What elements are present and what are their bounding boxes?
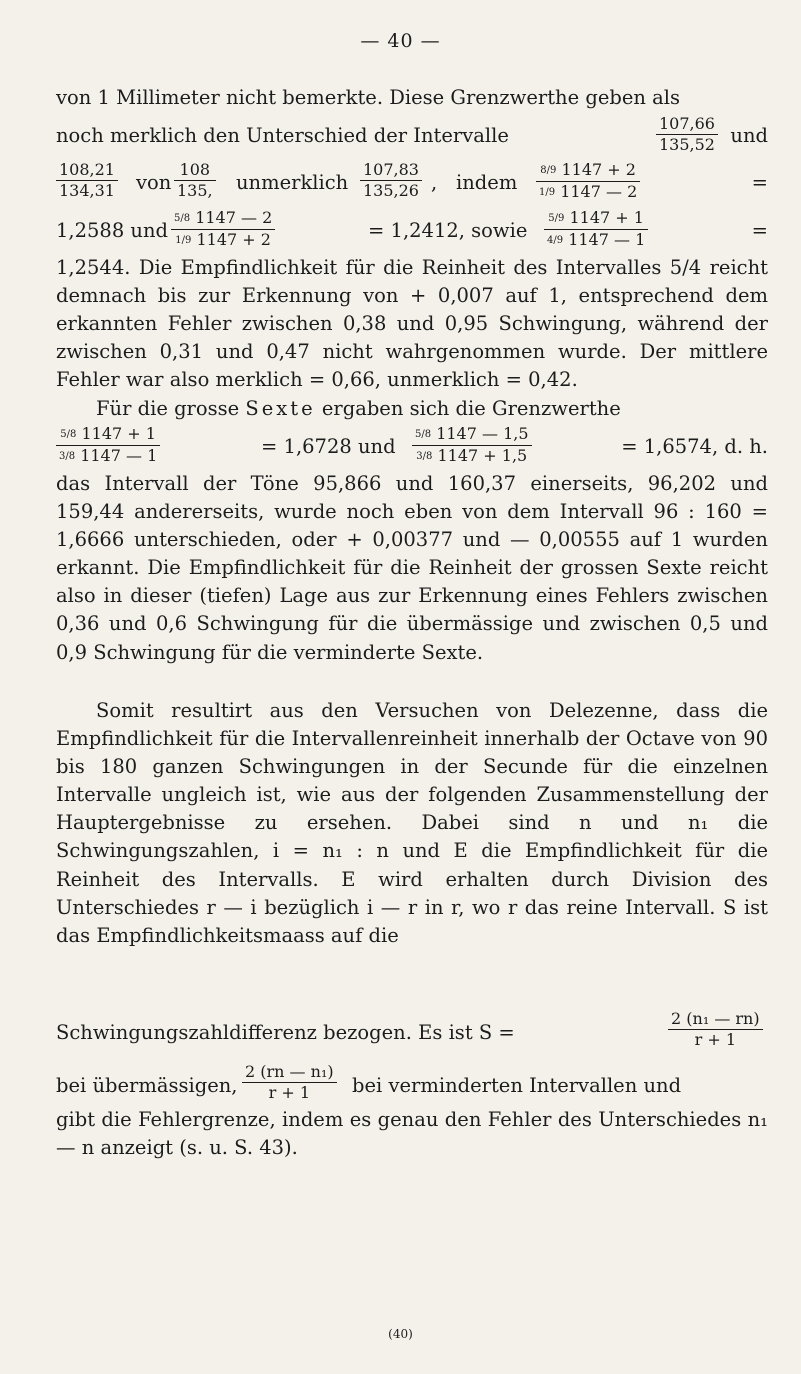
page-footer: (40) xyxy=(388,1327,413,1341)
fraction: $\frac{5/8 1147 — 2}{1/9 1147 + 2}$ xyxy=(171,208,275,251)
text-line-2: noch merklich den Unterschied der Intervalle $\frac{107,66}{135,52}$ und xyxy=(56,114,768,154)
fraction: $\frac{107,83}{135,26}$ xyxy=(360,160,422,201)
paragraph-2-heading: Für die grosse Sexte ergaben sich die Grenzwerthe xyxy=(96,397,621,420)
fraction: $\frac{107,66}{135,52}$ xyxy=(656,114,718,155)
paragraph-3: das Intervall der Töne 95,866 und 160,37 einerseits, 96,202 und 159,44 andererseits, wurde noch eben von dem Intervall 96 : 160 = 1,6666 unterschieden, oder + 0,00377 und — 0,00555 auf 1 wurden erkannt. Die Empfindlichkeit für die Reinheit der grossen Sexte reicht also in dieser (tiefen) Lage aus zur Erkennung eines Fehlers zwischen 0,36 und 0,6 Schwingung für die übermässige und zwischen 0,5 und 0,9 Schwingung für die verminderte Sexte. xyxy=(56,472,768,664)
fraction: $\frac{5/8 1147 + 1}{3/8 1147 — 1}$ xyxy=(56,424,160,467)
page-header: — 40 — xyxy=(360,30,441,52)
fraction: $\frac{8/9 1147 + 2}{1/9 1147 — 2}$ xyxy=(536,160,640,203)
formula-s-line: Schwingungszahldifferenz bezogen. Es ist S = $\frac{\text{2 (n₁ — rn)}}{r + 1}$ xyxy=(56,1009,768,1051)
fraction: $\frac{108}{135,}$ xyxy=(174,160,216,201)
formula-p5-line: bei übermässigen, $\frac{\text{2 (rn — n₁)}}{r + 1}$ bei verminderten Intervallen und xyxy=(56,1062,682,1102)
line-text: von 1 Millimeter nicht bemerkte. Diese Grenzwerthe geben als xyxy=(56,86,681,109)
fraction: $\frac{108,21}{134,31}$ xyxy=(56,160,118,201)
paragraph-6: gibt die Fehlergrenze, indem es genau den Fehler des Unterschiedes n₁ — n anzeigt (s. u. S. 43). xyxy=(56,1108,768,1160)
fraction: $\frac{5/9 1147 + 1}{4/9 1147 — 1}$ xyxy=(544,208,648,251)
paragraph-1: 1,2544. Die Empfindlichkeit für die Reinheit des Intervalles 5/4 reicht demnach bis zur Erkennung von + 0,007 auf 1, entsprechend dem erkannten Fehler zwischen 0,38 und 0,95 Schwingung, während der zwischen 0,31 und 0,47 nicht wahrgenommen wurde. Der mittlere Fehler war also merklich = 0,66, unmerklich = 0,42. xyxy=(56,256,768,392)
text-line-4: 1,2588 und $\frac{5/8 1147 — 2}{1/9 1147 + 2}$ = 1,2412, sowie $\frac{5/9 1147 + 1}{4/9 1147 — 1}$ = xyxy=(56,208,768,249)
fraction: $\frac{5/8 1147 — 1,5}{3/8 1147 + 1,5}$ xyxy=(412,424,532,467)
sexte-formula-line: $\frac{5/8 1147 + 1}{3/8 1147 — 1}$ = 1,6728 und $\frac{5/8 1147 — 1,5}{3/8 1147 + 1,5}$ = 1,6574, d. h. xyxy=(56,424,768,466)
paragraph-4: Somit resultirt aus den Versuchen von Delezenne, dass die Empfindlichkeit für die Intervallenreinheit innerhalb der Octave von 90 bis 180 ganzen Schwingungen in der Secunde für die einzelnen Intervalle ungleich ist, wie aus der folgenden Zusammenstellung der Hauptergebnisse zu ersehen. Dabei sind n und n₁ die Schwingungszahlen, i = n₁ : n und E die Empfindlichkeit für die Reinheit des Intervalls. E wird erhalten durch Division des Unterschiedes r — i bezüglich i — r in r, wo r das reine Intervall. S ist das Empfindlichkeitsmaass auf die xyxy=(56,699,768,947)
text-line-1 xyxy=(56,86,768,114)
fraction: $\frac{\text{2 (rn — n₁)}}{r + 1}$ xyxy=(242,1062,337,1103)
emphasis-sexte: Sexte xyxy=(245,397,316,420)
line-text: noch merklich den Unterschied der Intervalle xyxy=(56,124,509,147)
text-line-3: $\frac{108,21}{134,31}$ von $\frac{108}{135,}$ unmerklich $\frac{107,83}{135,26}$ , indem $\frac{8/9 1147 + 2}{1/9 1147 — 2}$ = xyxy=(56,160,768,202)
fraction: $\frac{\text{2 (n₁ — rn)}}{r + 1}$ xyxy=(668,1009,763,1050)
